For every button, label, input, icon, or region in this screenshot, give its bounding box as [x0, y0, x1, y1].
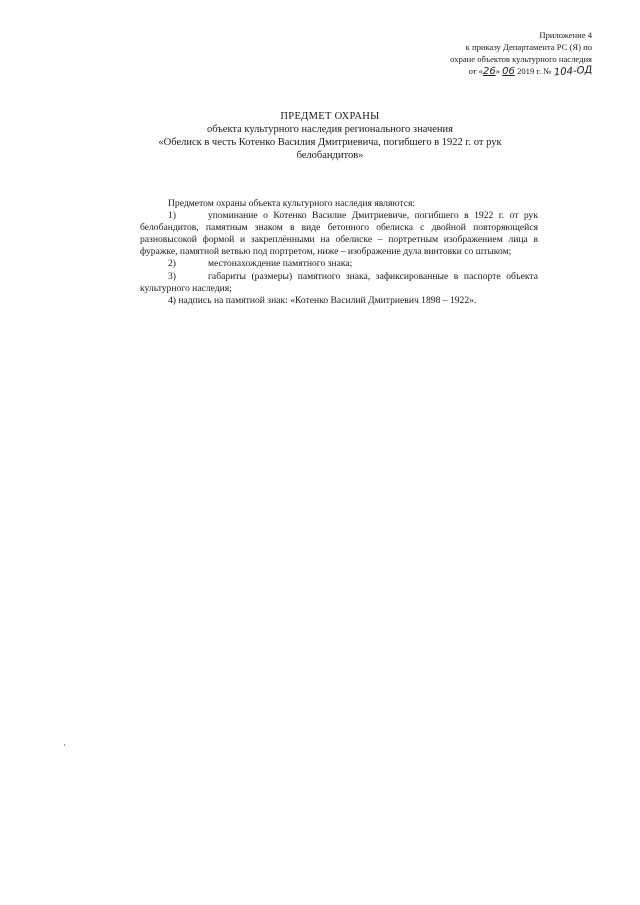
document-body — [140, 198, 538, 307]
title-heading: ПРЕДМЕТ ОХРАНЫ — [280, 111, 380, 122]
order-date-line — [352, 65, 592, 78]
title-line-4: белобандитов» — [296, 150, 364, 161]
list-item-text: габариты (размеры) памятного знака, зафиксированные в паспорте объекта культурного наследия; — [140, 270, 538, 294]
list-item-text: упоминание о Котенко Василие Дмитриевиче, погибшего в 1922 г. от рук белобандитов, памятным знаком в виде бетонного обелиска с двойной повторяющейся разновысокой формой и закреплёнными на обелиске – портретным изображением лица в фуражке, памятной ветвью под портретом, ниже – изображение дула винтовки со штыком; — [140, 210, 538, 258]
list-item-number: 1) — [168, 210, 176, 222]
title-line-2: объекта культурного наследия регионального значения — [207, 124, 453, 135]
list-item-4: 4) надпись на памятной знак: «Котенко Василий Дмитриевич 1898 – 1922». — [168, 294, 477, 306]
date-year: 2019 г. № — [517, 66, 552, 76]
handwritten-month: 06 — [502, 66, 515, 77]
list-item-number: 3) — [168, 270, 176, 282]
appendix-line-2: к приказу Департамента РС (Я) по — [465, 42, 592, 52]
list-item-text: местонахождение памятного знака; — [208, 258, 353, 270]
scan-speck — [64, 744, 65, 746]
date-prefix: от « — [468, 66, 483, 76]
list-item — [140, 210, 538, 258]
intro-paragraph: Предметом охраны объекта культурного наследия являются: — [168, 198, 416, 209]
appendix-header — [352, 29, 592, 78]
document-title — [140, 110, 520, 162]
handwritten-day: 26 — [482, 66, 496, 77]
handwritten-order-number: 104-ОД — [553, 64, 593, 79]
date-separator: » — [495, 66, 501, 76]
appendix-line-1: Приложение 4 — [539, 30, 592, 40]
list-item — [140, 258, 538, 270]
appendix-line-3: охране объектов культурного наследия — [450, 54, 592, 64]
title-line-3: «Обелиск в честь Котенко Василия Дмитриевича, погибшего в 1922 г. от рук — [158, 137, 502, 148]
list-item-number: 2) — [168, 258, 176, 270]
list-item — [140, 271, 538, 295]
